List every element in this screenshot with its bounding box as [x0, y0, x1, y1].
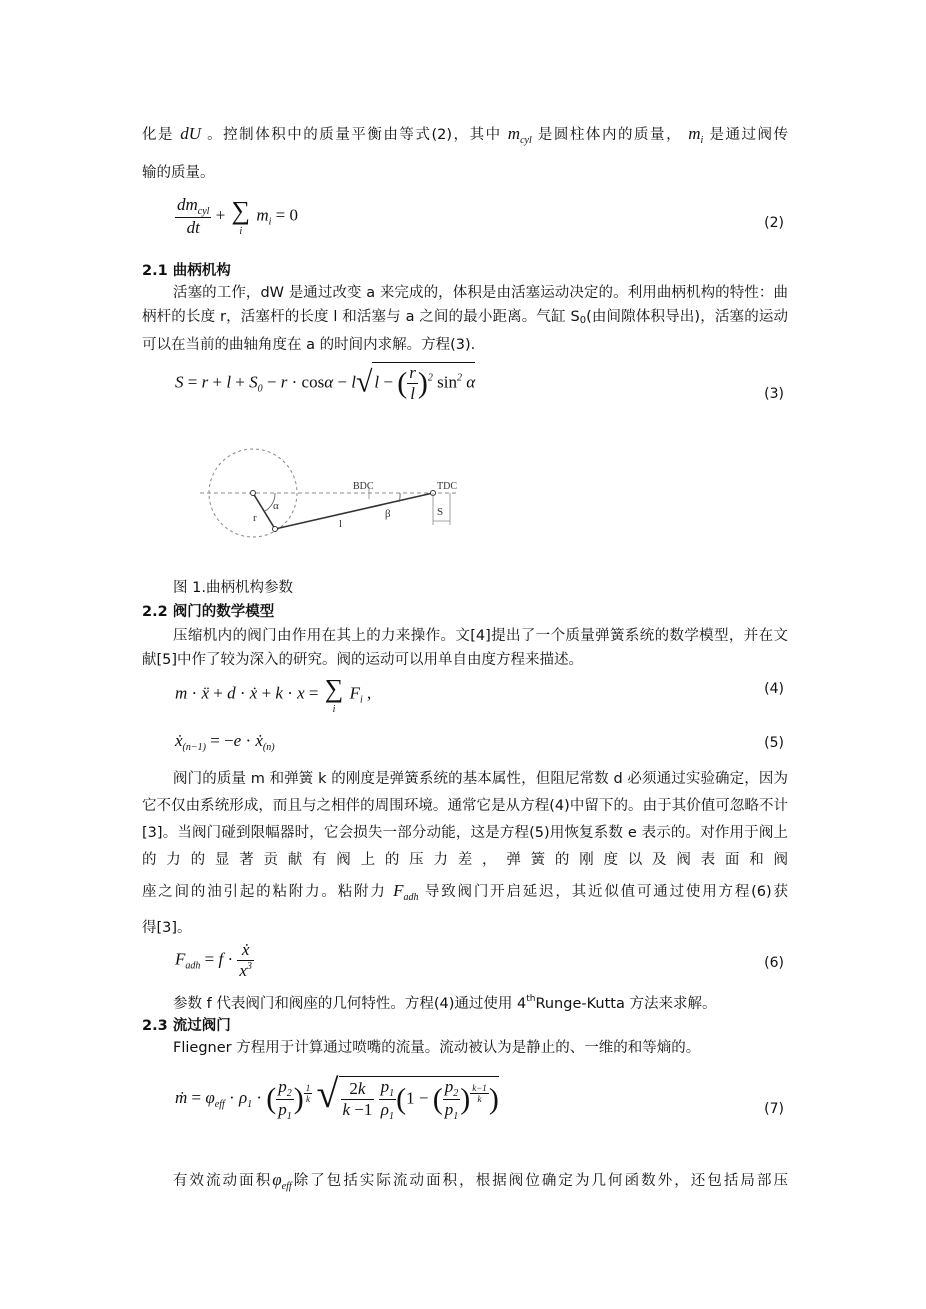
label-bdc: BDC: [353, 481, 374, 492]
paragraph-mass-balance: [142, 120, 788, 154]
math-base: F: [393, 881, 404, 900]
paragraph-valve-model: 压缩机内的阀门由作用在其上的力来操作。文[4]提出了一个质量弹簧系统的数学模型，并在文献[5]中作了较为深入的研究。阀的运动可以用单自由度方程来描述。: [142, 628, 788, 668]
equation-number-7: (7): [764, 1101, 784, 1117]
math-sub: i: [700, 135, 704, 146]
heading-2-2: 2.2 阀门的数学模型: [142, 604, 275, 620]
text-run: 座之间的油引起的粘附力。粘附力: [142, 884, 387, 900]
text-run: 除了包括实际流动面积，根据阀位确定为几何函数外，还包括局部压: [291, 1173, 788, 1189]
paragraph-fliegner: Fliegner 方程用于计算通过喷嘴的流量。流动被认为是静止的、一维的和等熵的。: [173, 1040, 701, 1056]
math-base: φ: [272, 1170, 282, 1189]
paragraph-valve-properties-line5: [142, 877, 788, 911]
text-run: 。控制体积中的质量平衡由等式(2)，其中: [207, 127, 502, 143]
text-run: 是通过阀传: [709, 127, 789, 143]
text-run: 导致阀门开启延迟，其近似值可通过使用方程(6)获: [424, 884, 789, 900]
math-sub: eff: [281, 1181, 292, 1192]
text-run: 活塞的工作，dW 是通过改变 a 来完成的，体积是由活塞运动决定的。利用曲柄机构的特性：曲柄杆的长度 r，活塞杆的长度 l 和活塞与 a 之间的最小距离。气缸 S: [142, 285, 788, 325]
text-run: 参数 f 代表阀门和阀座的几何特性。方程(4)通过使用 4: [173, 996, 527, 1012]
math-var-phi-eff: [272, 1170, 292, 1192]
label-l: l: [339, 518, 343, 530]
crank-pin: [273, 527, 278, 532]
math-var-dU: dU: [180, 124, 201, 143]
math-sub: cyl: [520, 135, 532, 146]
equation-number-6: (6): [764, 955, 784, 971]
text-run: 化是: [142, 127, 175, 143]
superscript: th: [526, 994, 536, 1004]
figure-crank-mechanism: [195, 447, 465, 567]
label-s: S: [437, 506, 444, 518]
text-run: (由间隙体积导出)，活塞的运动可以在当前的曲轴角度在 a 的时间内求解。方程(3).: [142, 309, 788, 353]
figure-caption: 图 1.曲柄机构参数: [173, 580, 293, 596]
heading-2-3: 2.3 流过阀门: [142, 1018, 231, 1034]
math-base: m: [688, 124, 701, 143]
label-alpha: α: [273, 500, 279, 512]
math-var-mi: [688, 124, 704, 146]
equation-3: $S = r + l + S_0 - r \cdot \cos\alpha - l√$ l − ( $\frac{r}{l}$ )$^2$ $\sin^2 \alpha$: [175, 363, 476, 403]
equation-7: ṁ = $\varphi_{eff} \cdot \rho_1$ · ( $\frac{p_2}{p_1}$ ) $^{\frac{1}{k}}$ √ $\frac{2k}{k -1}$ $\frac{p_1}{\rho_1}$ (1 − ( $\frac{p_2}{p_1}$ ) $^{\frac{k-1}{k}}$ ): [175, 1071, 499, 1122]
math-base: m: [507, 124, 521, 143]
paragraph-valve-properties: 阀门的质量 m 和弹簧 k 的刚度是弹簧系统的基本属性，但阻尼常数 d 必须通过实验确定，因为它不仅由系统形成，而且与之相伴的周围环境。通常它是从方程(4)中留下的。由于其价值可忽略不计[3]。当阀门碰到限幅器时，它会损失一部分动能，这是方程(5)用恢复系数 e 表示的。对作用于阀上的力的显著贡献有阀上的压力差，弹簧的刚度以及阀表面和阀: [142, 771, 788, 868]
paragraph-effective-area: [142, 1166, 788, 1200]
label-beta: β: [385, 508, 391, 520]
paragraph-mass-balance-cont: 输的质量。: [142, 165, 215, 181]
math-var-mcyl: [507, 124, 532, 146]
equation-number-2: (2): [764, 215, 784, 231]
subscript: 0: [579, 315, 587, 326]
heading-2-1: 2.1 曲柄机构: [142, 263, 231, 279]
equation-number-5: (5): [764, 735, 784, 751]
equation-4: m · ẍ + d · ẋ + k · x = ∑ i $F_i$ ,: [175, 674, 372, 715]
equation-2: $\frac{dm_{cyl}}{dt}$ + ∑ i $m_i = 0$: [177, 195, 298, 237]
equation-5: ẋ$_{(n-1)}$ = −e · ẋ$_{(n)}$: [175, 731, 275, 753]
equation-number-3: (3): [764, 386, 784, 402]
paragraph-crank: [142, 281, 788, 357]
math-var-Fadh: [393, 881, 419, 903]
label-tdc: TDC: [437, 481, 457, 492]
text-run: 是圆柱体内的质量，: [537, 127, 683, 143]
paragraph-runge-kutta: [142, 987, 788, 1016]
connecting-rod: [275, 493, 433, 529]
math-sub: adh: [403, 892, 419, 903]
text-run: Runge-Kutta 方法来求解。: [535, 996, 717, 1012]
equation-6: $F_{adh} = f$ · $\frac{\text{ẋ}}{x^3}$: [175, 940, 252, 980]
label-r: r: [253, 512, 257, 524]
equation-number-4: (4): [764, 681, 784, 697]
paragraph-valve-properties-line6: 得[3]。: [142, 920, 192, 936]
crank-center: [251, 491, 256, 496]
text-run: 有效流动面积: [173, 1173, 273, 1189]
